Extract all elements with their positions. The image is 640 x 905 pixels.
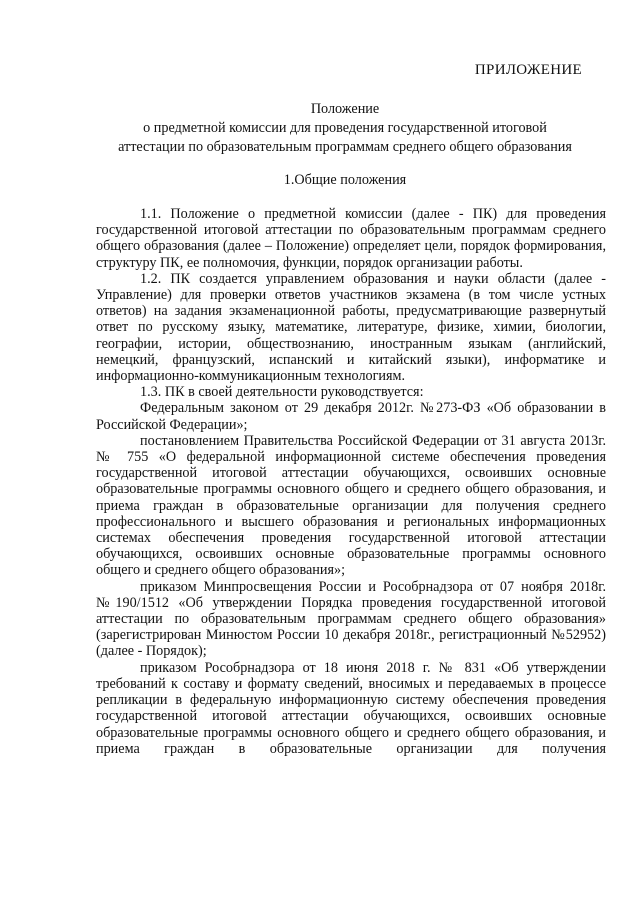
paragraph-federal-law: Федеральным законом от 29 декабря 2012г. №273-ФЗ «Об образовании в Российской Федерации»;: [96, 400, 606, 433]
paragraph-1-3: 1.3. ПК в своей деятельности руководствуется:: [140, 384, 424, 401]
annex-label: ПРИЛОЖЕНИЕ: [474, 62, 582, 78]
title-line-2: о предметной комиссии для проведения государственной итоговой: [143, 120, 547, 136]
paragraph-1-1: 1.1. Положение о предметной комиссии (далее - ПК) для проведения государственной итоговой аттестации по образовательным программам среднего общего образования (далее – Положение) определяет цели, порядок формирования, структуру ПК, ее полномочия, функции, порядок организации работы.: [96, 206, 606, 271]
title-line-3: аттестации по образовательным программам среднего общего образования: [118, 139, 572, 155]
document-title: [90, 100, 600, 157]
section-heading: 1.Общие положения: [283, 172, 407, 188]
paragraph-1-2: 1.2. ПК создается управлением образования и науки области (далее - Управление) для проверки ответов участников экзамена (в том числе устных ответов) на задания экзаменационной работы, предусматривающие развернутый ответ по русскому языку, математике, литературе, физике, химии, биологии, географии, истории, обществознанию, иностранным языкам (английский, немецкий, французский, испанский и китайский языки), информатике и информационно-коммуникационным технологиям.: [96, 270, 606, 385]
paragraph-rosobrnadzor-order: приказом Рособрнадзора от 18 июня 2018 г. № 831 «Об утверждении требований к составу и формату сведений, вносимых и передаваемых в процессе репликации в федеральную информационную систему обеспечения проведения государственной итоговой аттестации обучающихся, освоивших основные образовательные программы основного общего и среднего общего образования, и приема граждан в образовательные организации для получения: [96, 659, 606, 757]
paragraph-ministry-order: приказом Минпросвещения России и Рособрнадзора от 07 ноября 2018г. №190/1512 «Об утверждении Порядка проведения государственной итоговой аттестации по образовательным программам среднего общего образования» (зарегистрирован Минюстом России 10 декабря 2018г., регистрационный №52952) (далее - Порядок);: [96, 578, 606, 660]
paragraph-government-decree: постановлением Правительства Российской Федерации от 31 августа 2013г. № 755 «О федеральной информационной системе обеспечения проведения государственной итоговой аттестации обучающихся, освоивших основные образовательные программы основного общего и среднего общего образования, и приема граждан в образовательные организации для получения среднего профессионального и высшего образования и региональных информационных системах обеспечения проведения государственной итоговой аттестации обучающихся, освоивших основные образовательные программы основного общего и среднего общего образования»;: [96, 432, 606, 579]
document-body: [96, 206, 606, 757]
title-line-1: Положение: [310, 101, 380, 117]
